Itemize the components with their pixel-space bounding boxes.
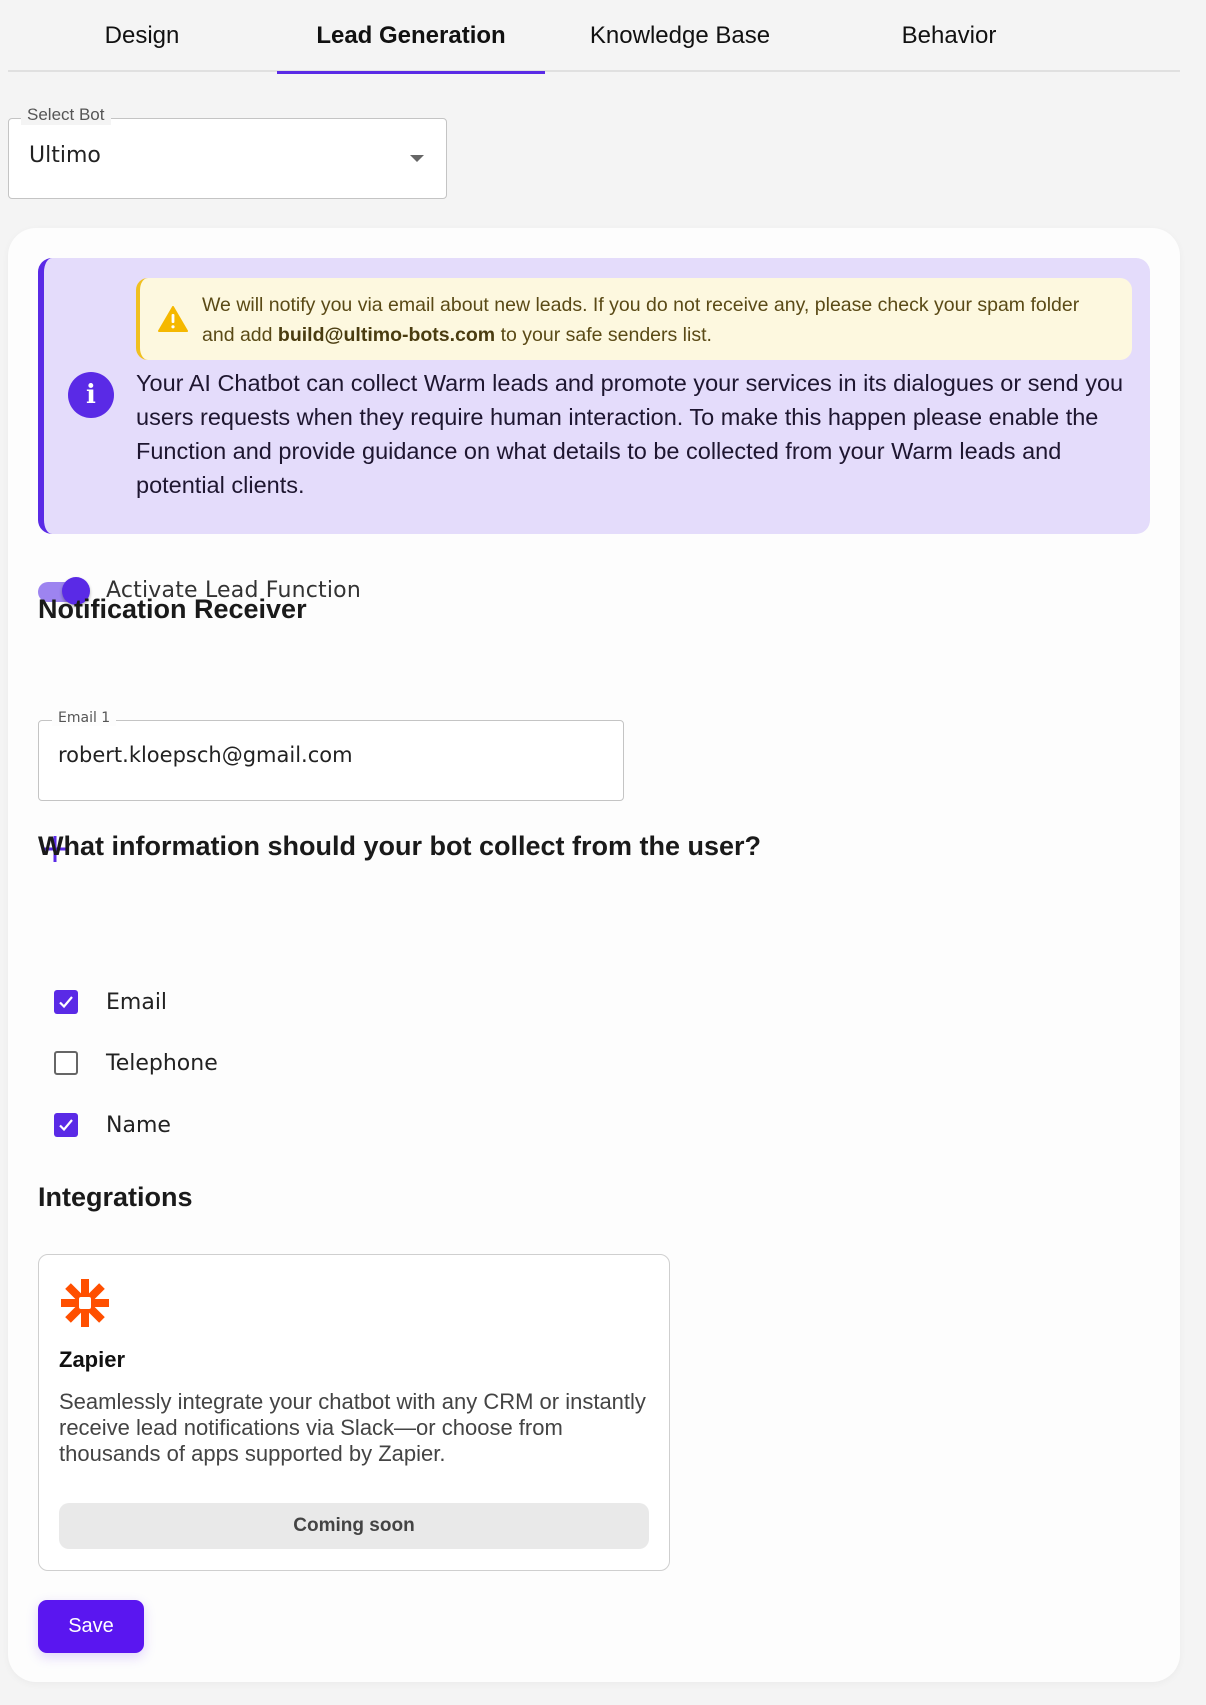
zapier-integration-card	[38, 1254, 670, 1571]
tab-bar	[8, 0, 1180, 72]
save-button[interactable]: Save	[38, 1600, 144, 1653]
checkbox-name[interactable]	[54, 1109, 171, 1141]
tab-behavior[interactable]: Behavior	[901, 22, 997, 49]
warning-text: We will notify you via email about new leads. If you do not receive any, please check your spam folder and add build@ultimo-bots.com to your safe senders list.	[202, 294, 1080, 346]
warning-callout	[136, 278, 1132, 360]
select-bot-dropdown[interactable]	[8, 105, 447, 199]
checkbox-checked-icon[interactable]	[54, 1113, 78, 1137]
checkbox-email-label: Email	[106, 989, 168, 1015]
select-bot-label: Select Bot	[21, 105, 111, 125]
coming-soon-button[interactable]: Coming soon	[59, 1503, 649, 1549]
checkbox-telephone[interactable]	[54, 1047, 218, 1079]
checkbox-email[interactable]	[54, 986, 167, 1018]
zapier-asterisk-icon	[59, 1277, 111, 1329]
collect-info-heading: What information should your bot collect from the user?	[38, 831, 762, 861]
lead-generation-panel	[8, 228, 1180, 1682]
integrations-heading: Integrations	[38, 1182, 193, 1212]
checkbox-name-label: Name	[106, 1112, 171, 1138]
email-1-label: Email 1	[52, 710, 116, 726]
info-callout	[38, 258, 1150, 534]
activate-lead-label: Activate Lead Function	[106, 578, 361, 603]
email-1-field[interactable]	[38, 710, 624, 801]
checkbox-unchecked-icon[interactable]	[54, 1051, 78, 1075]
zapier-title: Zapier	[59, 1347, 126, 1372]
chevron-down-icon	[410, 155, 424, 162]
info-description: Your AI Chatbot can collect Warm leads and promote your services in its dialogues or send you users requests when they require human interaction. To make this happen please enable the Function and provide guidance on what details to be collected from your Warm leads and potential clients.	[136, 370, 1124, 498]
tab-lead-generation[interactable]: Lead Generation	[277, 0, 545, 72]
tab-knowledge-base[interactable]: Knowledge Base	[589, 22, 771, 49]
info-icon: i	[68, 372, 114, 418]
checkbox-checked-icon[interactable]	[54, 990, 78, 1014]
email-1-input[interactable]	[58, 743, 598, 767]
checkbox-telephone-label: Telephone	[106, 1050, 218, 1076]
select-bot-value: Ultimo	[29, 143, 101, 168]
tab-design[interactable]: Design	[104, 22, 180, 49]
zapier-description: Seamlessly integrate your chatbot with any CRM or instantly receive lead notifications via Slack—or choose from thousands of apps supported by Zapier.	[59, 1389, 646, 1466]
notification-receiver-heading: Notification Receiver	[38, 594, 307, 624]
warning-icon	[158, 306, 188, 332]
safe-sender-email: build@ultimo-bots.com	[277, 324, 496, 346]
